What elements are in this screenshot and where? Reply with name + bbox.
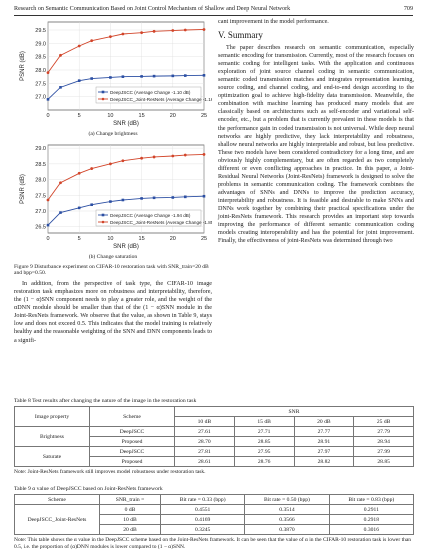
- header-cell: Scheme: [15, 495, 100, 505]
- data-point: [47, 98, 50, 101]
- data-point: [90, 203, 93, 206]
- data-point: [153, 30, 156, 33]
- header-cell: Bit rate = 0.33 (bpp): [161, 495, 245, 505]
- table-row: [15, 505, 414, 515]
- legend-label: DeepJSCC (Average Change -1.94 dB): [110, 212, 191, 218]
- y-tick-label: 29.0: [35, 145, 46, 152]
- data-point: [109, 200, 112, 203]
- data-point: [184, 29, 187, 32]
- y-tick-label: 29.0: [35, 41, 46, 48]
- data-point: [184, 195, 187, 198]
- data-point: [184, 74, 187, 77]
- y-tick-label: 27.0: [35, 94, 46, 101]
- header-cell: SNR_train =: [100, 495, 161, 505]
- header-snr: SNR: [175, 407, 414, 417]
- data-point: [59, 86, 62, 89]
- running-header: [14, 6, 413, 12]
- table-9-block: [14, 486, 414, 550]
- table-8: [14, 406, 414, 467]
- value-cell: 28.76: [234, 457, 294, 467]
- y-axis-label: PSNR (dB): [20, 173, 26, 204]
- data-point: [140, 31, 143, 34]
- value-cell: 0.3245: [161, 525, 245, 535]
- data-point: [47, 198, 50, 201]
- value-cell: 0.2918: [329, 515, 413, 525]
- data-point: [78, 45, 81, 48]
- data-point: [203, 195, 206, 198]
- y-tick-label: 27.5: [35, 193, 46, 200]
- snr-col: 20 dB: [294, 417, 354, 427]
- figure-caption: Figure 9 Disturbance experiment on CIFAR-10 restoration task with SNR_train=20 dB and bpp=0.50.: [14, 263, 209, 277]
- value-cell: 28.85: [234, 437, 294, 447]
- snr-cell: 20 dB: [100, 525, 161, 535]
- left-paragraph: In addition, from the perspective of task type, the CIFAR-10 image restoration task emphasizes more on robustness and interpretability, therefore, the (1 − α)SNN component needs to play a greater role, and the weight of the αDNN module should be smaller than that of the (1 − α)SNN module in the Joint-ResNets framework. We observe that the value, as shown in Table 9, stays low and does not exceed 0.5. This indicates that the model training is relatively healthy and the reasonable weighting of the SNN and DNN components leads to a signifi-: [14, 281, 212, 344]
- value-cell: 0.4169: [161, 515, 245, 525]
- panel-b-caption: (b) Change saturation: [88, 253, 138, 260]
- value-cell: 27.95: [234, 447, 294, 457]
- x-tick-label: 0: [46, 235, 50, 242]
- data-point: [203, 153, 206, 156]
- value-cell: 28.85: [354, 457, 414, 467]
- x-tick-label: 10: [107, 235, 114, 242]
- table-9: [14, 494, 414, 535]
- continued-line: cant improvement in the model performance.: [218, 19, 329, 25]
- value-cell: 28.94: [354, 437, 414, 447]
- snr-cell: 10 dB: [100, 515, 161, 525]
- x-tick-label: 10: [107, 113, 114, 119]
- header-scheme: Scheme: [90, 407, 175, 427]
- x-tick-label: 0: [46, 113, 50, 119]
- data-point: [121, 33, 124, 36]
- y-tick-label: 29.5: [35, 28, 46, 34]
- value-cell: 0.3016: [329, 525, 413, 535]
- data-point: [172, 196, 175, 199]
- value-cell: 27.79: [354, 427, 414, 437]
- y-axis-label: PSNR (dB): [20, 51, 26, 81]
- table-8-note: Note: Joint-ResNets framework still improves model robustness under restoration task.: [14, 469, 206, 475]
- y-tick-label: 27.0: [35, 208, 46, 215]
- x-tick-label: 20: [169, 113, 176, 119]
- x-tick-label: 5: [77, 113, 81, 119]
- data-point: [90, 167, 93, 170]
- snr-col: 10 dB: [175, 417, 235, 427]
- data-point: [109, 35, 112, 38]
- table-row: [15, 427, 414, 437]
- right-column: [218, 18, 414, 245]
- value-cell: 27.71: [234, 427, 294, 437]
- value-cell: 28.61: [175, 457, 235, 467]
- scheme-cell: DeepJSCC: [90, 447, 175, 457]
- data-point: [47, 71, 50, 74]
- legend-marker: [102, 220, 105, 223]
- snr-cell: 0 dB: [100, 505, 161, 515]
- x-tick-label: 25: [200, 235, 208, 242]
- section-title: V. Summary: [218, 30, 263, 41]
- value-cell: 28.82: [294, 457, 354, 467]
- data-point: [203, 74, 206, 77]
- table-9-caption: Table 9 α value of DeepJSCC based on Joint-ResNets framework: [14, 486, 163, 492]
- x-axis-label: SNR (dB): [113, 121, 139, 127]
- panel-a-caption: (a) Change brightness: [88, 131, 138, 137]
- chart-saturation: [14, 141, 212, 251]
- legend-marker: [102, 98, 105, 101]
- data-point: [90, 77, 93, 80]
- value-cell: 0.4551: [161, 505, 245, 515]
- value-cell: 0.3566: [245, 515, 329, 525]
- data-point: [122, 198, 125, 201]
- y-tick-label: 28.5: [35, 161, 46, 168]
- value-cell: 0.3514: [245, 505, 329, 515]
- y-tick-label: 28.5: [35, 54, 46, 61]
- scheme-cell: Proposed: [90, 457, 175, 467]
- x-tick-label: 25: [200, 113, 208, 119]
- page-number: 709: [403, 6, 413, 12]
- header-cell: Bit rate = 0.50 (bpp): [245, 495, 329, 505]
- data-point: [140, 75, 143, 78]
- data-point: [78, 206, 81, 209]
- table-8-block: [14, 398, 414, 476]
- x-axis-label: SNR (dB): [113, 243, 139, 250]
- running-title: Research on Semantic Communication Based on Joint Control Mechanism of Shallow and Deep Neural Network: [14, 6, 291, 12]
- data-point: [109, 162, 112, 165]
- chart-brightness: [14, 18, 212, 128]
- data-point: [172, 75, 175, 78]
- data-point: [171, 29, 174, 32]
- value-cell: 27.97: [294, 447, 354, 457]
- value-cell: 28.91: [294, 437, 354, 447]
- data-point: [153, 155, 156, 158]
- snr-col: 25 dB: [354, 417, 414, 427]
- data-point: [59, 181, 62, 184]
- x-tick-label: 5: [77, 235, 81, 242]
- data-point: [59, 211, 62, 214]
- table-row: [15, 447, 414, 457]
- property-cell: Brightness: [15, 427, 90, 447]
- data-point: [78, 172, 81, 175]
- data-point: [47, 224, 50, 227]
- data-point: [203, 28, 206, 31]
- data-point: [122, 75, 125, 78]
- value-cell: 27.81: [175, 447, 235, 457]
- value-cell: 27.99: [354, 447, 414, 457]
- value-cell: 27.77: [294, 427, 354, 437]
- figure-9: [14, 18, 212, 277]
- data-point: [109, 76, 112, 79]
- data-point: [59, 54, 62, 57]
- header-rule: [14, 15, 413, 16]
- scheme-cell: DeepJSCC: [90, 427, 175, 437]
- header-cell: Bit rate = 0.83 (bpp): [329, 495, 413, 505]
- legend-label: DeepJSCC_Joint-ResNets (Average Change -1.16 dB): [110, 96, 212, 102]
- data-point: [78, 79, 81, 82]
- data-point: [153, 196, 156, 199]
- legend-marker: [102, 91, 105, 94]
- summary-paragraph: The paper describes research on semantic communication, especially semantic encoding for transmission. Currently, most of the research focuses on semantic coding for intelligent tasks. With the application and continuous exploration of joint source channel coding in semantic communication, semantic coded transmission matches and integrates representation learning, source coding, and channel coding, and end-to-end design according to the optimization goal to achieve high-fidelity data transmission. Meanwhile, the combination with machine learning has produced many models that are classically based on architectures such as self-encoder and variational self-encoder, etc., but a problem that is currently prevalent in these models is that the performance gain in coded transmission is not universal. While deep neural networks are highly predictive, they lack interpretability and robustness, shallow neural networks are highly interpretable and robust, but less predictive. These two models have been considered contradictory for a long time, and are obviously highly complementary, but are often regarded as two completely different or even conflicting approaches in practice. In this paper, a Joint-Residual Neural Networks (Joint-ResNets) framework is designed to solve the problems in semantic communication coding. The framework combines the advantages of SNNs and DNNs to improve the prediction accuracy, interpretability and robustness. It is feasible and desirable to make SNNs and DNNs work together by combining their practical specifications under the joint-ResNets framework. This research provides an important step towards improving the performance of different semantic communication coding models creating interoperability and has the potential for joint improvement. Finally, the effectiveness of joint-ResNets was determined through two: [218, 45, 414, 245]
- data-point: [140, 157, 143, 160]
- x-tick-label: 15: [138, 235, 145, 242]
- header-image-property: Image property: [15, 407, 90, 427]
- y-tick-label: 26.5: [35, 224, 46, 231]
- data-point: [171, 154, 174, 157]
- data-point: [90, 39, 93, 42]
- x-tick-label: 15: [138, 113, 145, 119]
- value-cell: 0.3870: [245, 525, 329, 535]
- data-point: [140, 197, 143, 200]
- value-cell: 27.61: [175, 427, 235, 437]
- legend-label: DeepJSCC_Joint-ResNets (Average Change -1.85 dB): [110, 219, 212, 225]
- data-point: [184, 153, 187, 156]
- x-tick-label: 20: [169, 235, 176, 242]
- scheme-cell: Proposed: [90, 437, 175, 447]
- snr-col: 15 dB: [234, 417, 294, 427]
- value-cell: 28.70: [175, 437, 235, 447]
- series-line: [48, 154, 204, 200]
- data-point: [153, 75, 156, 78]
- property-cell: Saturate: [15, 447, 90, 467]
- table-9-note: Note: This table shows the α value in the DeepJSCC scheme based on the Joint-ResNets framework. It can be seen that the value of α in the CIFAR-10 restoration task is lower than 0.5, i.e. the proportion of (α)DNN modules is lower compared to (1 − α)SNN.: [14, 537, 412, 550]
- series-line: [48, 29, 204, 72]
- left-column: [14, 18, 212, 345]
- y-tick-label: 28.0: [35, 68, 46, 74]
- y-tick-label: 28.0: [35, 177, 46, 184]
- legend-label: DeepJSCC (Average Change -1.10 dB): [110, 89, 191, 95]
- table-8-caption: Table 8 Test results after changing the nature of the image in the restoration task: [14, 398, 197, 404]
- scheme-cell: DeepJSCC_Joint-ResNets: [15, 505, 100, 535]
- legend-marker: [102, 213, 105, 216]
- y-tick-label: 27.5: [35, 81, 46, 88]
- data-point: [121, 159, 124, 162]
- value-cell: 0.2911: [329, 505, 413, 515]
